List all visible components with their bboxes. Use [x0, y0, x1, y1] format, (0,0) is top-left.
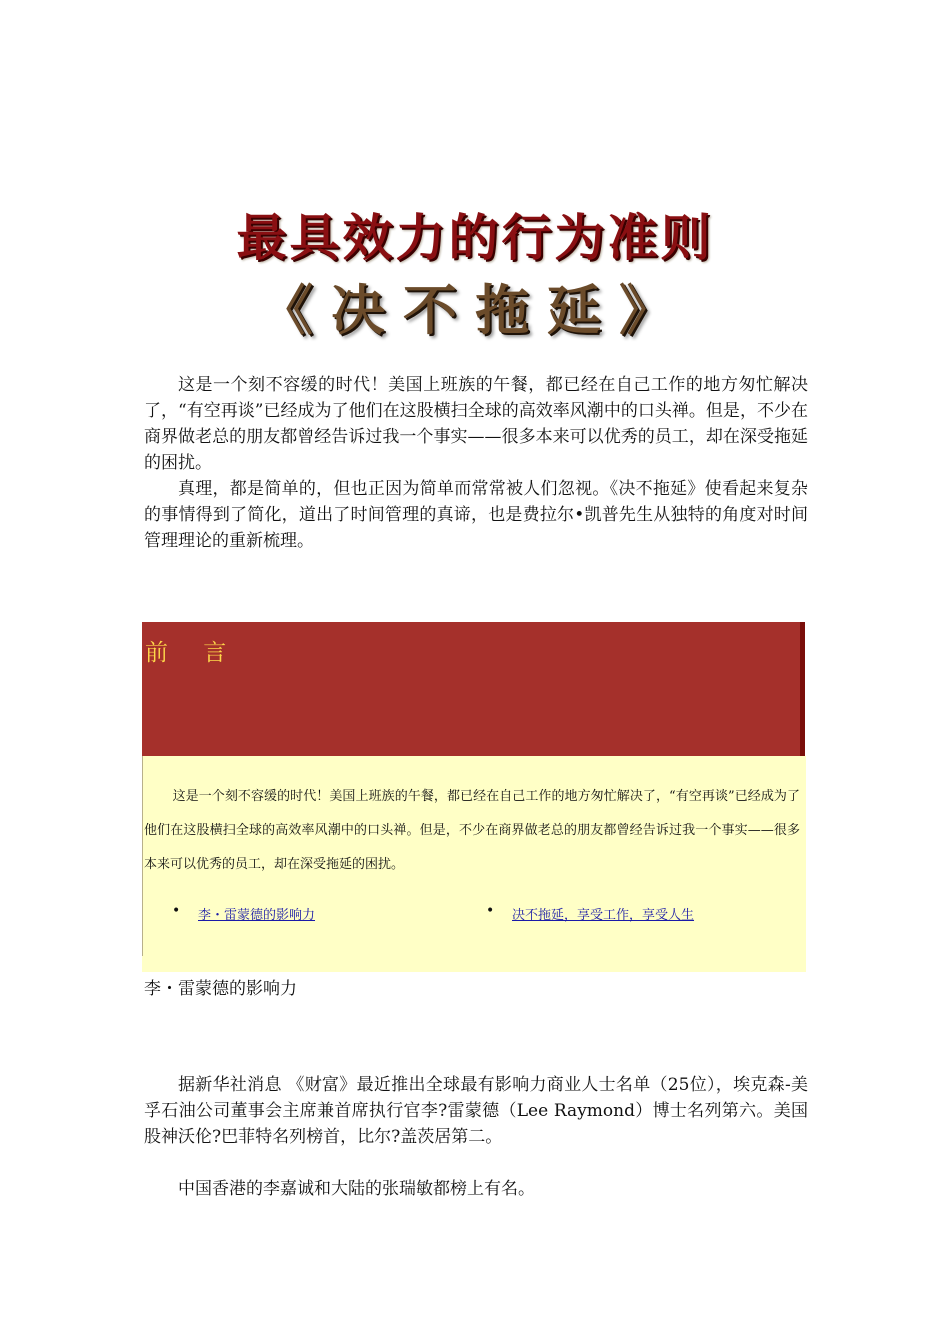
- preface-text-block: [144, 780, 800, 882]
- link-lee-raymond[interactable]: 李・雷蒙德的影响力: [198, 908, 316, 923]
- preface-header: [142, 622, 800, 756]
- bullet-icon: •: [486, 903, 495, 919]
- intro-section: [144, 372, 808, 554]
- intro-paragraph-1: 这是一个刻不容缓的时代！美国上班族的午餐，都已经在自己工作的地方匆忙解决了，“有空再谈”已经成为了他们在这股横扫全球的高效率风潮中的口头禅。但是，不少在商界做老总的朋友都曾经告诉过我一个事实——很多本来可以优秀的员工，却在深受拖延的困扰。: [144, 375, 808, 473]
- preface-paragraph: 这是一个刻不容缓的时代！美国上班族的午餐，都已经在自己工作的地方匆忙解决了，“有空再谈”已经成为了他们在这股横扫全球的高效率风潮中的口头禅。但是，不少在商界做老总的朋友都曾经告诉过我一个事实——很多本来可以优秀的员工，却在深受拖延的困扰。: [144, 789, 800, 872]
- article-paragraph-2: 中国香港的李嘉诚和大陆的张瑞敏都榜上有名。: [178, 1179, 535, 1199]
- link-no-delay[interactable]: 决不拖延，享受工作，享受人生: [512, 908, 695, 923]
- preface-panel: [142, 622, 806, 972]
- article-body: [144, 1072, 808, 1228]
- panel-left-border: [142, 756, 143, 956]
- preface-title: 前 言: [145, 640, 241, 666]
- document-title: [0, 205, 950, 345]
- intro-paragraph-2: 真理，都是简单的，但也正因为简单而常常被人们忽视。《决不拖延》使看起来复杂的事情得到了简化，道出了时间管理的真谛，也是费拉尔•凯普先生从独特的角度对时间管理理论的重新梳理。: [144, 479, 808, 551]
- section-heading: 李・雷蒙德的影响力: [144, 979, 297, 999]
- title-book-name: 《决不拖延》: [259, 278, 691, 342]
- article-paragraph-1: 据新华社消息 《财富》最近推出全球最有影响力商业人士名单（25位），埃克森-美孚石油公司董事会主席兼首席执行官李?雷蒙德（Lee Raymond）博士名列第六。美国股神沃伦?巴菲特名列榜首，比尔?盖茨居第二。: [144, 1075, 808, 1147]
- bullet-icon: •: [172, 903, 181, 919]
- preface-body: [142, 756, 806, 972]
- title-main: 最具效力的行为准则: [236, 208, 714, 267]
